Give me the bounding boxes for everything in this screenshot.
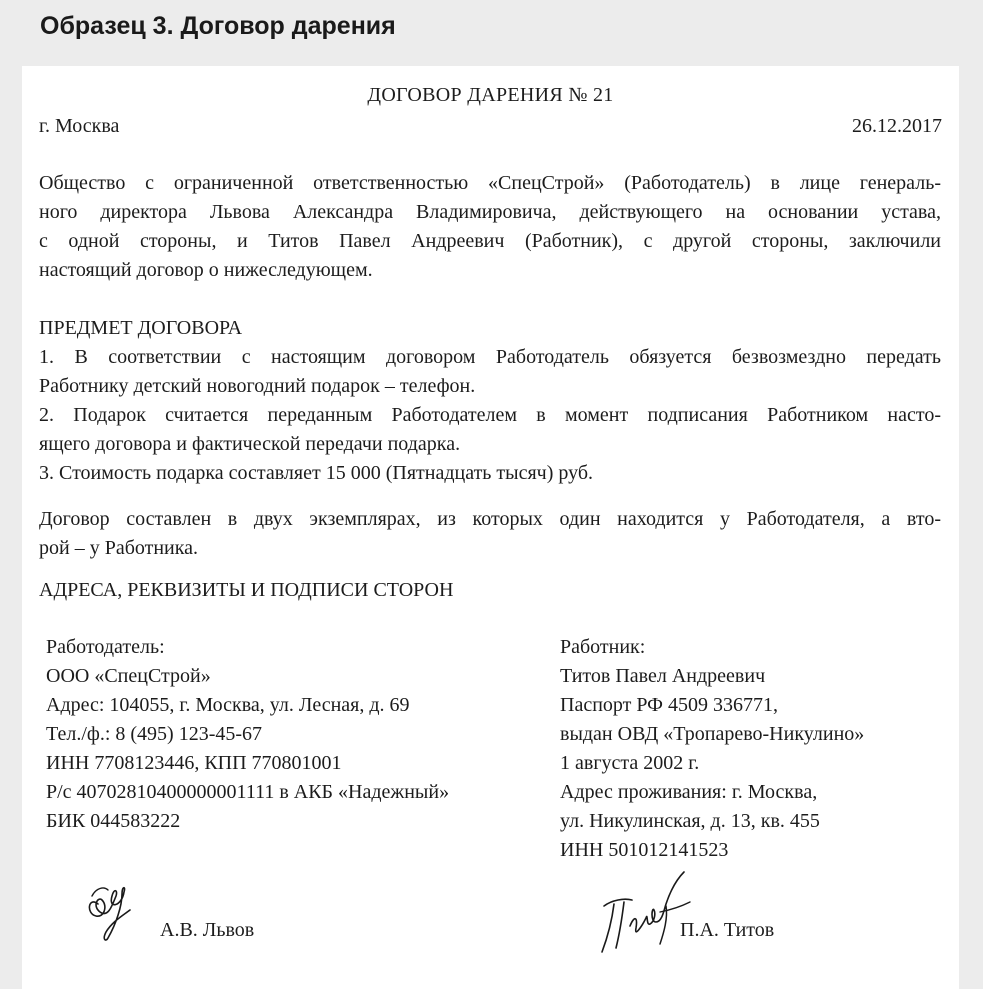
employer-name: ООО «СпецСтрой» [46,665,211,687]
employer-label: Работодатель: [46,636,165,658]
employer-inn: ИНН 7708123446, КПП 770801001 [46,752,342,774]
employee-label: Работник: [560,636,646,658]
page-heading: Образец 3. Договор дарения [40,12,396,40]
clause-line: 1. В соответствии с настоящим договором Работодатель обязуется безвозмездно передать [39,346,941,368]
copies-line: рой – у Работника. [39,537,199,559]
employee-passport: Паспорт РФ 4509 336771, [560,694,778,716]
employee-passport-issuer: выдан ОВД «Тропарево-Никулино» [560,723,865,745]
contract-title: ДОГОВОР ДАРЕНИЯ № 21 [367,84,614,106]
employee-inn: ИНН 501012141523 [560,839,729,861]
employee-name: Титов Павел Андреевич [560,665,766,687]
employer-account: Р/с 40702810400000001111 в АКБ «Надежный» [46,781,450,803]
employer-address: Адрес: 104055, г. Москва, ул. Лесная, д. 69 [46,694,410,716]
contract-city: г. Москва [39,115,120,137]
preamble-line: настоящий договор о нижеследующем. [39,259,373,281]
contract-sheet [22,66,959,989]
employer-signature [78,866,148,946]
copies-line: Договор составлен в двух экземплярах, из которых один находится у Работодателя, а вто- [39,508,941,530]
preamble-line: с одной стороны, и Титов Павел Андреевич (Работник), с другой стороны, заключили [39,230,941,252]
subject-heading: ПРЕДМЕТ ДОГОВОРА [39,317,243,339]
clause-line: 2. Подарок считается переданным Работодателем в момент подписания Работником насто- [39,404,941,426]
preamble-line: Общество с ограниченной ответственностью «СпецСтрой» (Работодатель) в лице генераль- [39,172,941,194]
employee-address: Адрес проживания: г. Москва, [560,781,818,803]
contract-date: 26.12.2017 [852,115,942,137]
employer-bik: БИК 044583222 [46,810,181,832]
clause-line: 3. Стоимость подарка составляет 15 000 (Пятнадцать тысяч) руб. [39,462,594,484]
clause-line: ящего договора и фактической передачи подарка. [39,433,461,455]
parties-heading: АДРЕСА, РЕКВИЗИТЫ И ПОДПИСИ СТОРОН [39,579,454,601]
clause-line: Работнику детский новогодний подарок – телефон. [39,375,476,397]
employer-signature-name: А.В. Львов [160,919,255,941]
employee-address-street: ул. Никулинская, д. 13, кв. 455 [560,810,820,832]
preamble-line: ного директора Львова Александра Владимировича, действующего на основании устава, [39,201,941,223]
employer-phone: Тел./ф.: 8 (495) 123-45-67 [46,723,263,745]
employee-passport-date: 1 августа 2002 г. [560,752,700,774]
employee-signature-name: П.А. Титов [680,919,775,941]
employee-signature [590,866,700,958]
